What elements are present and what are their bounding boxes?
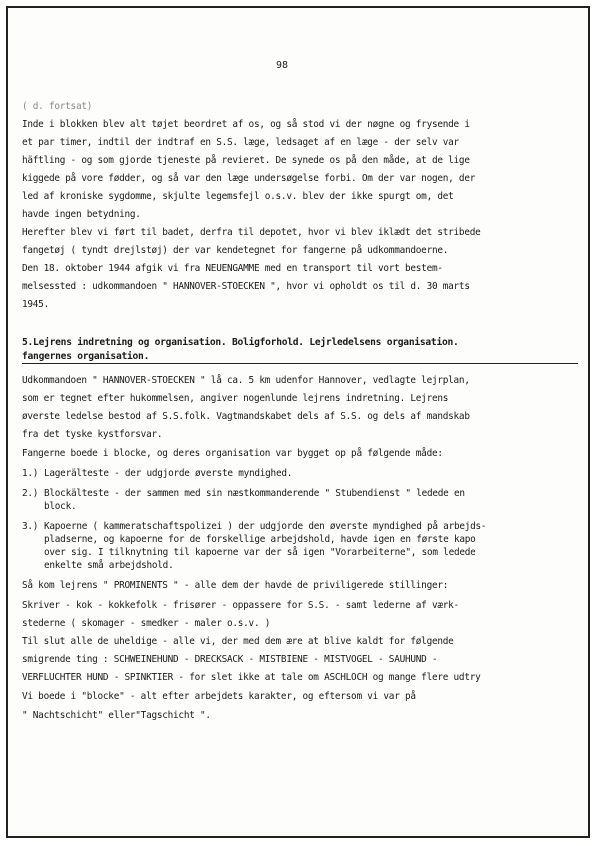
section-heading-continued: fangernes organisation. bbox=[22, 351, 150, 362]
text-line: Den 18. oktober 1944 afgik vi fra NEUENGAMME med en transport til vort bestem- bbox=[22, 263, 443, 274]
list-number: 3.) bbox=[22, 521, 39, 532]
list-text-continued: pladserne, og kapoerne for de forskellige arbejdshold, havde igen en første kapo bbox=[44, 534, 476, 545]
text-line: Skriver - kok - kokkefolk - frisører - oppassere for S.S. - samt lederne af værk- bbox=[22, 600, 459, 611]
text-line: havde ingen betydning. bbox=[22, 209, 141, 220]
text-line: Vi boede i "blocke" - alt efter arbejdets karakter, og eftersom vi var på bbox=[22, 691, 416, 702]
text-line: 1945. bbox=[22, 299, 49, 310]
text-line: smigrende ting : SCHWEINEHUND - DRECKSACK - MISTBIENE - MISTVOGEL - SAUHUND - bbox=[22, 654, 438, 665]
text-line: melsessted : udkommandoen " HANNOVER-STOECKEN ", hvor vi opholdt os til d. 30 marts bbox=[22, 281, 470, 292]
page-number: 98 bbox=[276, 60, 289, 71]
text-line: som er tegnet efter hukommelsen, angiver nogenlunde lejrens indretning. Lejrens bbox=[22, 393, 449, 404]
list-number: 2.) bbox=[22, 488, 39, 499]
text-line: led af kroniske sygdomme, skjulte legemsfejl o.s.v. blev der ikke spurgt om, det bbox=[22, 191, 454, 202]
text-line: Til slut alle de uheldige - alle vi, der med dem ære at blive kaldt for følgende bbox=[22, 636, 454, 647]
text-line: häftling - og som gjorde tjeneste på revieret. De synede os på den måde, at de lige bbox=[22, 155, 470, 166]
text-line: Inde i blokken blev alt tøjet beordret af os, og så stod vi der nøgne og frysende i bbox=[22, 119, 470, 130]
list-item bbox=[22, 468, 292, 479]
text-line: VERFLUCHTER HUND - SPINKTIER - for slet ikke at tale om ASCHLOCH og mange flere udtry bbox=[22, 672, 481, 683]
list-text-continued: block. bbox=[44, 501, 77, 512]
list-item bbox=[22, 521, 486, 532]
text-line: Udkommandoen " HANNOVER-STOECKEN " lå ca. 5 km udenfor Hannover, vedlagte lejrplan, bbox=[22, 375, 470, 386]
list-item bbox=[22, 488, 465, 499]
list-text: Lagerälteste - der udgjorde øverste myndighed. bbox=[44, 468, 293, 479]
text-line: øverste ledelse bestod af S.S.folk. Vagtmandskabet dels af S.S. og dels af mandskab bbox=[22, 411, 470, 422]
continued-note: ( d. fortsat) bbox=[22, 101, 93, 112]
section-heading: 5.Lejrens indretning og organisation. Boligforhold. Lejrledelsens organisation. bbox=[22, 337, 459, 348]
text-line: Så kom lejrens " PROMINENTS " - alle dem der havde de priviligerede stillinger: bbox=[22, 580, 449, 591]
list-number: 1.) bbox=[22, 468, 39, 479]
heading-underline bbox=[22, 363, 578, 364]
text-line: Fangerne boede i blocke, og deres organisation var bygget op på følgende måde: bbox=[22, 448, 443, 459]
list-text: Blockälteste - der sammen med sin næstkommanderende " Stubendienst " ledede en bbox=[44, 488, 465, 499]
text-line: " Nachtschicht" eller"Tagschicht ". bbox=[22, 710, 211, 721]
list-text-continued: over sig. I tilknytning til kapoerne var der så igen "Vorarbeiterne", som ledede bbox=[44, 547, 476, 558]
list-text-continued: enkelte små arbejdshold. bbox=[44, 560, 174, 571]
text-line: et par timer, indtil der indtraf en S.S. læge, ledsaget af en læge - der selv var bbox=[22, 137, 459, 148]
document-page bbox=[6, 6, 590, 838]
text-line: kiggede på vore fødder, og så var den læge undersøgelse forbi. Om der var nogen, der bbox=[22, 173, 476, 184]
text-line: stederne ( skomager - smedker - maler o.s.v. ) bbox=[22, 618, 271, 629]
text-line: fra det tyske kystforsvar. bbox=[22, 429, 163, 440]
text-line: fangetøj ( tyndt drejlstøj) der var kendetegnet for fangerne på udkommandoerne. bbox=[22, 245, 449, 256]
list-text: Kapoerne ( kammeratschaftspolizei ) der udgjorde den øverste myndighed på arbejds- bbox=[44, 521, 487, 532]
text-line: Herefter blev vi ført til badet, derfra til depotet, hvor vi blev iklædt det stribede bbox=[22, 227, 481, 238]
